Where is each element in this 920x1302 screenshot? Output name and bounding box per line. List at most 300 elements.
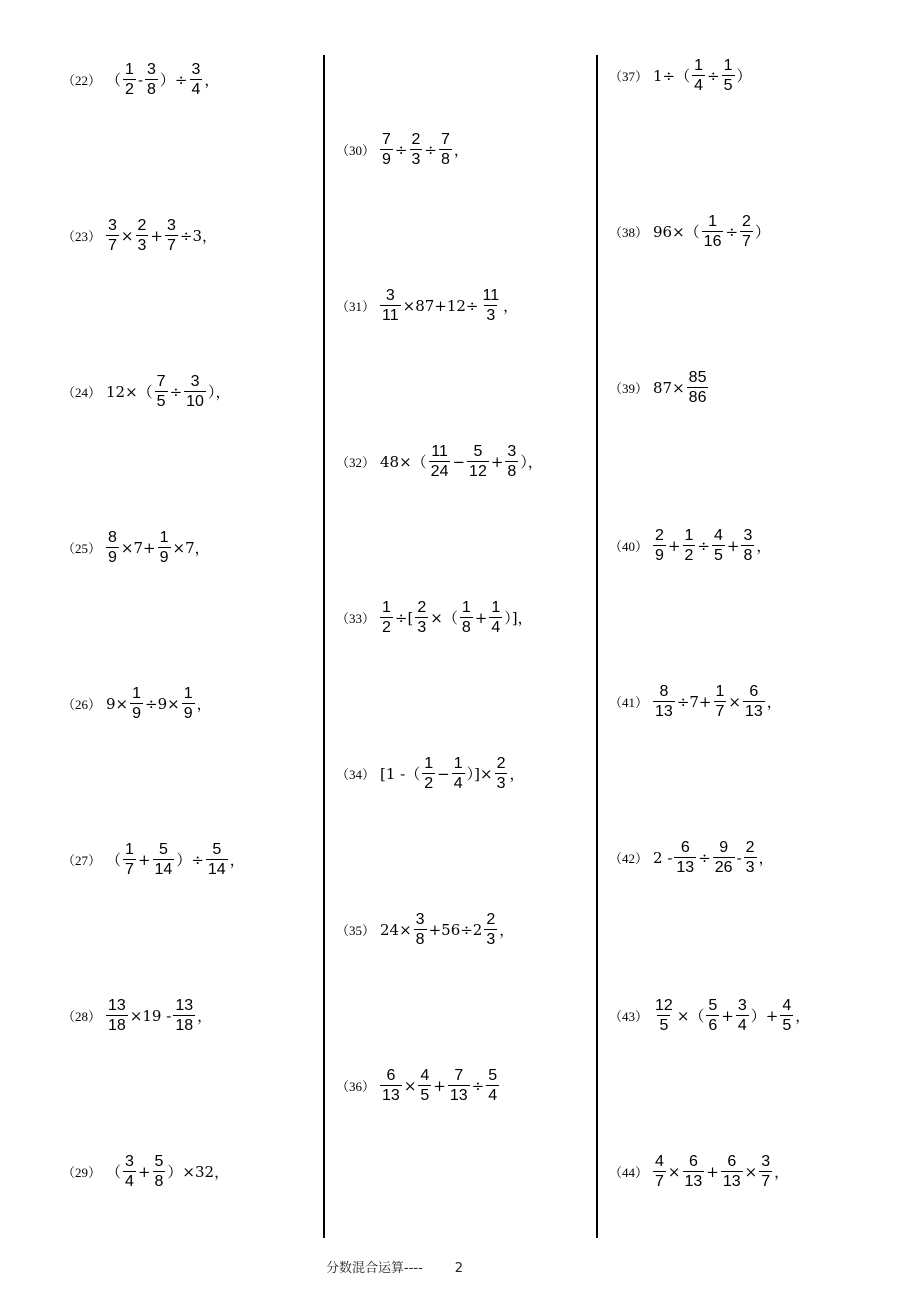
denominator: 4 — [491, 619, 501, 636]
problem-item — [336, 1068, 500, 1104]
numerator: 6 — [688, 1153, 698, 1170]
expression-text: × — [744, 1162, 758, 1181]
numerator: 1 — [132, 685, 142, 702]
problem-number: （34） — [336, 766, 376, 782]
numerator: 4 — [713, 527, 723, 544]
fraction — [130, 686, 143, 722]
problem-number: （37） — [609, 68, 649, 84]
fraction — [165, 218, 178, 254]
fraction — [743, 684, 765, 720]
problem-number: （23） — [62, 228, 102, 244]
fraction — [206, 842, 228, 878]
numerator: 3 — [743, 527, 753, 544]
expression-text: ， — [204, 70, 220, 89]
problem-number: （24） — [62, 384, 102, 400]
denominator: 2 — [424, 775, 434, 792]
numerator: 3 — [147, 61, 156, 78]
fraction — [136, 218, 149, 254]
problem-item — [609, 998, 811, 1034]
expression-text: ， — [774, 1162, 790, 1181]
denominator: 3 — [411, 151, 421, 168]
fraction — [123, 62, 136, 98]
fraction — [410, 132, 423, 168]
denominator: 13 — [684, 1173, 703, 1190]
fraction — [653, 1154, 666, 1190]
expression-text: ÷9× — [145, 694, 180, 713]
denominator: 3 — [486, 931, 496, 948]
numerator: 5 — [488, 1067, 498, 1084]
denominator: 9 — [132, 705, 142, 722]
numerator: 1 — [382, 599, 391, 616]
expression-text: + — [137, 1162, 151, 1181]
problem-number: （41） — [609, 694, 649, 710]
denominator: 5 — [420, 1087, 430, 1104]
problem-item — [336, 288, 519, 324]
fraction — [145, 62, 158, 98]
denominator: 13 — [722, 1173, 741, 1190]
expression-text: ×7， — [172, 538, 210, 557]
fraction — [414, 912, 427, 948]
denominator: 5 — [723, 77, 733, 94]
numerator: 5 — [708, 997, 718, 1014]
numerator: 85 — [688, 369, 707, 386]
expression-text: ÷ — [697, 536, 710, 555]
expression-text: + — [137, 850, 151, 869]
fraction — [744, 840, 757, 876]
expression-text: 87× — [653, 378, 685, 397]
fraction — [429, 444, 451, 480]
expression-text: + — [706, 1162, 719, 1181]
expression-text: × — [403, 1076, 417, 1095]
numerator: 8 — [659, 683, 669, 700]
numerator: 1 — [708, 213, 718, 230]
denominator: 16 — [703, 233, 722, 250]
expression-text: ÷ — [698, 848, 711, 867]
denominator: 26 — [714, 859, 733, 876]
numerator: 4 — [782, 997, 792, 1014]
fraction — [422, 756, 435, 792]
numerator: 2 — [742, 213, 751, 230]
problem-number: （33） — [336, 610, 376, 626]
expression-text: ， — [766, 692, 782, 711]
denominator: 8 — [415, 931, 425, 948]
denominator: 8 — [743, 547, 753, 564]
expression-text: ）]× — [466, 764, 493, 783]
denominator: 7 — [655, 1173, 664, 1190]
expression-text: ， — [453, 140, 469, 159]
fraction — [153, 1154, 166, 1190]
denominator: 3 — [496, 775, 506, 792]
problem-number: （42） — [609, 850, 649, 866]
expression-text: - — [736, 848, 742, 867]
numerator: 5 — [212, 841, 222, 858]
expression-text: 48×（ — [380, 452, 427, 471]
numerator: 13 — [108, 997, 126, 1014]
denominator: 10 — [186, 393, 204, 410]
expression-text: + — [474, 608, 488, 627]
denominator: 18 — [108, 1017, 126, 1034]
fraction — [741, 528, 754, 564]
fraction — [452, 756, 465, 792]
denominator: 11 — [382, 307, 399, 324]
numerator: 3 — [507, 443, 517, 460]
denominator: 5 — [782, 1017, 792, 1034]
numerator: 1 — [491, 599, 501, 616]
problem-number: （43） — [609, 1008, 649, 1024]
expression-text: ， — [795, 1006, 811, 1025]
fraction — [123, 842, 136, 878]
numerator: 2 — [137, 217, 147, 234]
problem-item — [336, 132, 470, 168]
numerator: 11 — [431, 443, 448, 460]
problem-number: （30） — [336, 142, 376, 158]
fraction — [380, 600, 393, 636]
expression-text: ）， — [520, 452, 543, 471]
expression-text: [1 -（ — [380, 764, 421, 783]
fraction — [481, 288, 502, 324]
fraction — [123, 1154, 136, 1190]
numerator: 2 — [411, 131, 421, 148]
numerator: 2 — [496, 755, 506, 772]
expression-text: （ — [106, 1162, 122, 1181]
denominator: 9 — [183, 705, 193, 722]
problem-item — [62, 842, 246, 878]
problem-number: （35） — [336, 922, 376, 938]
expression-text: ， — [758, 848, 774, 867]
fraction — [155, 374, 168, 410]
numerator: 5 — [158, 841, 168, 858]
problem-number: （36） — [336, 1078, 376, 1094]
denominator: 9 — [159, 549, 169, 566]
expression-text: + — [433, 1076, 446, 1095]
problem-number: （22） — [62, 72, 102, 88]
expression-text: ） — [754, 222, 770, 241]
expression-text: ）÷ — [176, 850, 204, 869]
expression-text: ）÷ — [159, 70, 188, 89]
denominator: 13 — [676, 859, 695, 876]
problem-item — [336, 600, 534, 636]
expression-text: ×19 - — [129, 1006, 172, 1025]
denominator: 14 — [207, 861, 226, 878]
numerator: 1 — [684, 527, 694, 544]
expression-text: （ — [106, 850, 122, 869]
denominator: 7 — [125, 861, 134, 878]
fraction — [106, 998, 128, 1034]
numerator: 3 — [737, 997, 747, 1014]
expression-text: ÷[ — [394, 608, 414, 627]
problem-item — [609, 528, 772, 564]
numerator: 13 — [175, 997, 194, 1014]
denominator: 5 — [713, 547, 723, 564]
numerator: 2 — [486, 911, 496, 928]
problem-item — [336, 756, 525, 792]
denominator: 3 — [137, 237, 147, 254]
fraction — [653, 528, 666, 564]
fraction — [759, 1154, 772, 1190]
problem-number: （28） — [62, 1008, 102, 1024]
fraction — [489, 600, 502, 636]
expression-text: × — [120, 226, 134, 245]
fraction — [674, 840, 696, 876]
expression-text: ， — [499, 920, 515, 939]
fraction — [653, 998, 675, 1034]
numerator: 2 — [655, 527, 664, 544]
expression-text: ）， — [207, 382, 231, 401]
fraction — [380, 132, 393, 168]
denominator: 2 — [125, 81, 134, 98]
problem-number: （39） — [609, 380, 649, 396]
fraction — [448, 1068, 470, 1104]
expression-text: + — [726, 536, 740, 555]
numerator: 1 — [159, 529, 169, 546]
problem-item — [62, 374, 231, 410]
denominator: 9 — [108, 549, 117, 566]
denominator: 13 — [744, 703, 763, 720]
fraction — [722, 58, 735, 94]
expression-text: ， — [756, 536, 772, 555]
expression-text: ×7+ — [120, 538, 156, 557]
expression-text: ×（ — [430, 608, 458, 627]
numerator: 6 — [386, 1067, 396, 1084]
expression-text: ÷7+ — [676, 692, 712, 711]
problem-number: （32） — [336, 454, 376, 470]
fraction — [460, 600, 473, 636]
denominator: 7 — [166, 237, 176, 254]
problem-item — [62, 998, 213, 1034]
expression-text: ） — [736, 66, 752, 85]
numerator: 1 — [424, 755, 434, 772]
problem-item — [62, 1154, 230, 1190]
numerator: 3 — [385, 287, 395, 304]
expression-text: ÷3， — [179, 226, 218, 245]
denominator: 7 — [715, 703, 725, 720]
problem-number: （40） — [609, 538, 649, 554]
denominator: 7 — [108, 237, 117, 254]
denominator: 3 — [745, 859, 755, 876]
expression-text: - — [137, 70, 144, 89]
expression-text: 24× — [380, 920, 412, 939]
denominator: 4 — [191, 81, 201, 98]
fraction — [505, 444, 518, 480]
denominator: 4 — [488, 1087, 498, 1104]
numerator: 1 — [125, 61, 134, 78]
fraction — [415, 600, 428, 636]
numerator: 3 — [166, 217, 176, 234]
fraction — [184, 374, 206, 410]
denominator: 6 — [708, 1017, 718, 1034]
numerator: 3 — [191, 61, 201, 78]
fraction — [736, 998, 749, 1034]
fraction — [106, 530, 119, 566]
denominator: 2 — [382, 619, 391, 636]
fraction — [712, 528, 725, 564]
fraction — [721, 1154, 743, 1190]
problem-item — [62, 218, 218, 254]
expression-text: ， — [197, 1006, 213, 1025]
denominator: 5 — [156, 393, 166, 410]
denominator: 13 — [655, 703, 673, 720]
denominator: 4 — [737, 1017, 747, 1034]
expression-text: 9× — [106, 694, 129, 713]
numerator: 1 — [694, 57, 704, 74]
problem-item — [62, 62, 220, 98]
denominator: 3 — [417, 619, 427, 636]
expression-text: × — [667, 1162, 681, 1181]
numerator: 6 — [749, 683, 759, 700]
expression-text: ÷ — [394, 140, 408, 159]
problem-number: （44） — [609, 1164, 649, 1180]
expression-text: ）×32， — [167, 1162, 230, 1181]
numerator: 6 — [680, 839, 690, 856]
problem-item — [609, 370, 709, 406]
numerator: 6 — [727, 1153, 737, 1170]
page-number: 2 — [454, 1261, 464, 1276]
expression-text: + — [721, 1006, 734, 1025]
numerator: 5 — [473, 443, 483, 460]
expression-text: ， — [196, 694, 212, 713]
expression-text: + — [490, 452, 504, 471]
problem-number: （31） — [336, 298, 376, 314]
numerator: 1 — [453, 755, 463, 772]
fraction — [683, 1154, 705, 1190]
denominator: 18 — [175, 1017, 194, 1034]
expression-text: （ — [106, 70, 122, 89]
numerator: 3 — [190, 373, 200, 390]
problem-item — [609, 1154, 790, 1190]
fraction — [182, 686, 195, 722]
expression-text: − — [452, 452, 466, 471]
denominator: 8 — [507, 463, 517, 480]
problem-number: （27） — [62, 852, 102, 868]
problem-item — [609, 684, 783, 720]
denominator: 13 — [449, 1087, 468, 1104]
problem-item — [62, 530, 211, 566]
expression-text: ÷ — [169, 382, 183, 401]
fraction — [706, 998, 719, 1034]
fraction — [439, 132, 452, 168]
expression-text: + — [150, 226, 163, 245]
expression-text: 96×（ — [653, 222, 700, 241]
fraction — [683, 528, 696, 564]
expression-text: × — [728, 692, 741, 711]
fraction — [153, 842, 175, 878]
expression-text: ÷ — [471, 1076, 485, 1095]
fraction — [173, 998, 195, 1034]
numerator: 7 — [382, 131, 391, 148]
expression-text: ×（ — [676, 1006, 705, 1025]
fraction — [653, 684, 675, 720]
numerator: 1 — [125, 841, 134, 858]
expression-text: ， — [503, 296, 519, 315]
fraction — [714, 684, 727, 720]
problem-item — [609, 840, 775, 876]
fraction — [486, 1068, 499, 1104]
expression-text: + — [667, 536, 681, 555]
numerator: 1 — [461, 599, 471, 616]
denominator: 86 — [688, 389, 707, 406]
column-divider-right — [596, 55, 598, 1238]
fraction — [740, 214, 753, 250]
denominator: 14 — [154, 861, 173, 878]
fraction — [687, 370, 709, 406]
fraction — [692, 58, 705, 94]
denominator: 7 — [761, 1173, 771, 1190]
denominator: 8 — [440, 151, 450, 168]
numerator: 4 — [655, 1153, 664, 1170]
fraction — [190, 62, 203, 98]
denominator: 5 — [659, 1017, 669, 1034]
column-divider-left — [323, 55, 325, 1238]
fraction — [713, 840, 735, 876]
numerator: 7 — [454, 1067, 464, 1084]
numerator: 3 — [125, 1153, 134, 1170]
denominator: 4 — [453, 775, 463, 792]
numerator: 7 — [156, 373, 166, 390]
numerator: 1 — [183, 685, 193, 702]
numerator: 12 — [655, 997, 673, 1014]
expression-text: ×87+12÷ — [402, 296, 479, 315]
problem-item — [336, 444, 544, 480]
expression-text: 1÷（ — [653, 66, 691, 85]
denominator: 3 — [486, 307, 496, 324]
problem-item — [609, 58, 753, 94]
fraction — [495, 756, 508, 792]
numerator: 3 — [761, 1153, 771, 1170]
expression-text: ， — [229, 850, 245, 869]
expression-text: 2 - — [653, 848, 673, 867]
numerator: 3 — [415, 911, 425, 928]
denominator: 9 — [382, 151, 391, 168]
problem-item — [336, 912, 515, 948]
fraction — [158, 530, 171, 566]
denominator: 8 — [154, 1173, 164, 1190]
denominator: 7 — [742, 233, 751, 250]
numerator: 5 — [154, 1153, 164, 1170]
footer-title: 分数混合运算---- — [326, 1261, 423, 1276]
numerator: 11 — [482, 287, 500, 304]
numerator: 2 — [417, 599, 427, 616]
denominator: 2 — [684, 547, 694, 564]
numerator: 8 — [108, 529, 117, 546]
denominator: 12 — [469, 463, 487, 480]
expression-text: ÷ — [707, 66, 720, 85]
expression-text: ）]， — [504, 608, 533, 627]
denominator: 9 — [655, 547, 664, 564]
problem-number: （38） — [609, 224, 649, 240]
fraction — [380, 288, 401, 324]
expression-text: ）+ — [750, 1006, 779, 1025]
problem-item — [609, 214, 771, 250]
expression-text: − — [437, 764, 450, 783]
expression-text: 12×（ — [106, 382, 153, 401]
fraction — [380, 1068, 402, 1104]
numerator: 2 — [745, 839, 755, 856]
page-footer — [326, 1257, 463, 1276]
numerator: 3 — [108, 217, 117, 234]
numerator: 1 — [715, 683, 725, 700]
denominator: 8 — [147, 81, 156, 98]
expression-text: +56÷2 — [428, 920, 483, 939]
denominator: 4 — [694, 77, 704, 94]
expression-text: ， — [509, 764, 525, 783]
expression-text: ÷ — [725, 222, 739, 241]
denominator: 8 — [461, 619, 471, 636]
expression-text: ÷ — [424, 140, 437, 159]
fraction — [418, 1068, 431, 1104]
numerator: 1 — [723, 57, 733, 74]
problem-number: （25） — [62, 540, 102, 556]
fraction — [780, 998, 793, 1034]
